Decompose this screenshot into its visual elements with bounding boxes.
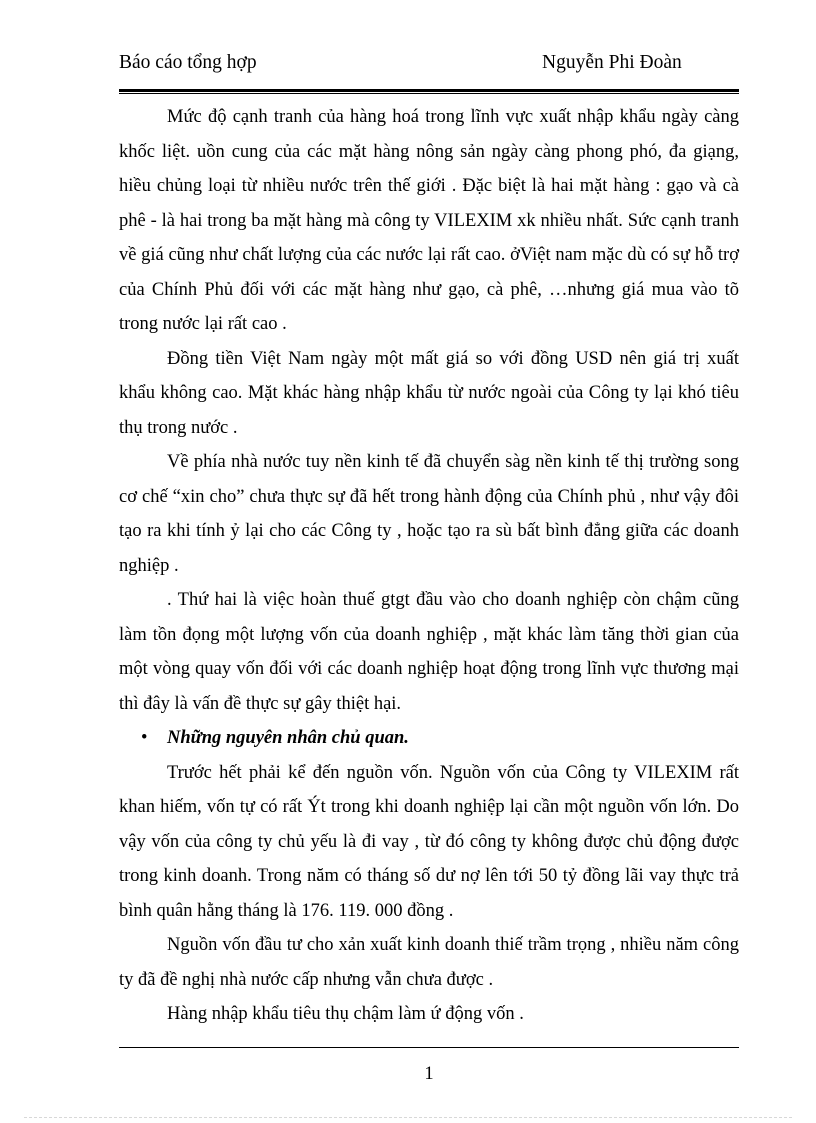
paragraph-state-policy: Về phía nhà nước tuy nền kinh tế đã chuyển sàg nền kinh tế thị trường song cơ chế “xin cho” chưa thực sự đã hết trong hành động của Chính phủ , như vậy đôi tạo ra khi tính ỷ lại cho các Công ty , hoặc tạo ra sù bất bình đẳng giữa các doanh nghiệp . [119, 452, 739, 576]
bullet-heading [119, 721, 739, 756]
paragraph-currency: Đồng tiền Việt Nam ngày một mất giá so với đồng USD nên giá trị xuất khẩu không cao. Mặt khác hàng nhập khẩu từ nước ngoài của Công ty lại khó tiêu thụ trong nước . [119, 348, 739, 438]
bullet-icon: • [141, 728, 148, 748]
footer-rule [119, 1047, 739, 1048]
body-text [119, 100, 739, 1032]
paragraph-investment: Nguồn vốn đầu tư cho xản xuất kinh doanh thiế trầm trọng , nhiều năm công ty đã đề nghị nhà nước cấp nhưng vẫn chưa được . [119, 935, 739, 990]
paragraph-competition: Mức độ cạnh tranh của hàng hoá trong lĩnh vực xuất nhập khẩu ngày càng khốc liệt. uồn cung của các mặt hàng nông sản ngày càng phong phó, đa giạng, hiều chủng loại từ nhiều nước trên thế giới . Đặc biệt là hai mặt hàng : gạo và cà phê - là hai trong ba mặt hàng mà công ty VILEXIM xk nhiều nhất. Sức cạnh tranh về giá cũng như chất lượng của các nước lại rất cao. ởViệt nam mặc dù có sự hỗ trợ của Chính Phủ đối với các mặt hàng như gạo, cà phê, …nhưng giá mua vào tõ trong nước lại rất cao . [119, 107, 739, 334]
paragraph-imports: Hàng nhập khẩu tiêu thụ chậm làm ứ động vốn . [167, 1004, 524, 1024]
page-bottom-edge [24, 1117, 792, 1118]
bullet-heading-text: Những nguyên nhân chủ quan. [167, 728, 409, 748]
page-header [119, 52, 739, 82]
paragraph-vat-refund: . Thứ hai là việc hoàn thuế gtgt đầu vào cho doanh nghiệp còn chậm cũng làm tồn đọng một lượng vốn của doanh nghiệp , mặt khác làm tăng thời gian của một vòng quay vốn đối với các doanh nghiệp hoạt động trong lĩnh vực thương mại thì đây là vấn đề thực sự gây thiệt hại. [119, 590, 739, 714]
header-author: Nguyễn Phi Đoàn [542, 52, 682, 73]
header-double-rule [119, 89, 739, 94]
header-report-title: Báo cáo tổng hợp [119, 52, 257, 73]
page-number: 1 [424, 1064, 434, 1084]
paragraph-capital: Trước hết phải kể đến nguồn vốn. Nguồn vốn của Công ty VILEXIM rất khan hiếm, vốn tự có rất Ýt trong khi doanh nghiệp lại cần một nguồn vốn lớn. Do vậy vốn của công ty chủ yếu là đi vay , từ đó công ty không được chủ động được trong kinh doanh. Trong năm có tháng số dư nợ lên tới 50 tỷ đồng lãi vay thực trả bình quân hằng tháng là 176. 119. 000 đồng . [119, 762, 739, 921]
